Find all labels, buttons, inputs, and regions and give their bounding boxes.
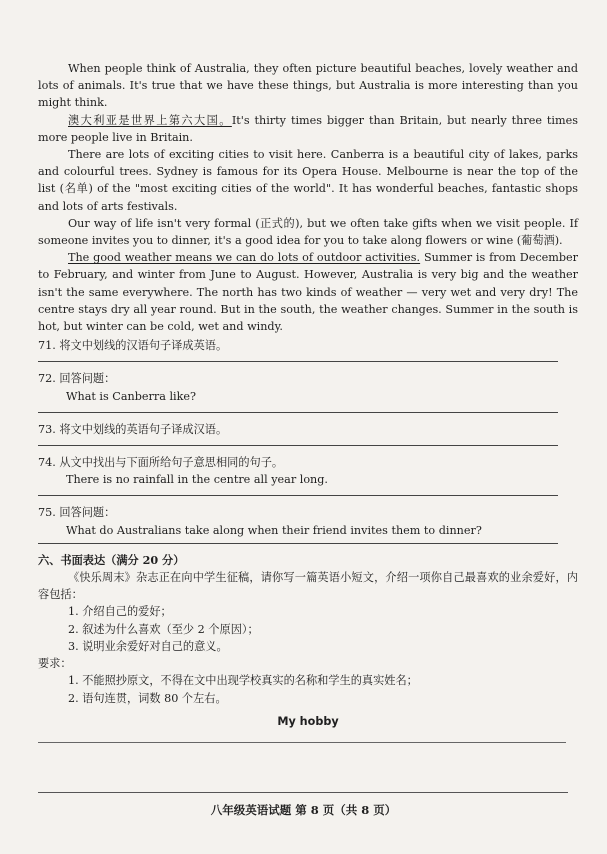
- page-footer: 八年级英语试题 第 8 页（共 8 页）: [210, 803, 397, 817]
- footer-divider: [38, 792, 568, 793]
- passage-paragraph-1: When people think of Australia, they often picture beautiful beaches, lovely weather and lots of animals. It's true that we have these things, but Australia is more interesting than you might think.: [38, 62, 578, 110]
- question-prompt: 将文中划线的汉语句子译成英语。: [59, 339, 228, 353]
- question-number: 75.: [38, 506, 56, 520]
- reading-passage: [38, 60, 578, 743]
- question-75: [38, 504, 578, 543]
- underlined-chinese-sentence: 澳大利亚是世界上第六大国。: [68, 113, 232, 127]
- question-sub: There is no rainfall in the centre all year long.: [66, 473, 328, 487]
- writing-intro: 《快乐周末》杂志正在向中学生征稿，请你写一篇英语小短文，介绍一项你自己最喜欢的业余爱好，内容包括：: [38, 571, 578, 602]
- question-number: 71.: [38, 339, 56, 353]
- question-72: [38, 370, 578, 412]
- writing-line[interactable]: [38, 742, 566, 743]
- writing-section: [38, 552, 578, 743]
- paragraph-2-rest: It's thirty times bigger than Britain, but nearly three times more people live in Britain.: [38, 113, 578, 144]
- passage-paragraph-2: [38, 112, 578, 146]
- question-sub: What do Australians take along when their friend invites them to dinner?: [66, 523, 482, 537]
- question-73: [38, 421, 578, 446]
- section-heading: 六、书面表达（满分 20 分）: [38, 552, 185, 567]
- answer-line-71[interactable]: [38, 361, 558, 362]
- question-prompt: 回答问题：: [59, 372, 116, 386]
- question-number: 73.: [38, 422, 56, 436]
- content-point-1: 1. 介绍自己的爱好；: [68, 605, 172, 619]
- passage-paragraph-5: [38, 249, 578, 335]
- answer-line-74[interactable]: [38, 495, 558, 496]
- question-71: [38, 337, 578, 362]
- requirement-1: 1. 不能照抄原文，不得在文中出现学校真实的名称和学生的真实姓名；: [68, 674, 418, 688]
- passage-paragraph-4: Our way of life isn't very formal (正式的), but we often take gifts when we visit people. If someone invites you to dinner, it's a good idea for you to take along flowers or wine (葡萄酒).: [38, 216, 578, 248]
- answer-line-73[interactable]: [38, 445, 558, 446]
- essay-title: My hobby: [277, 714, 339, 728]
- answer-line-75[interactable]: [38, 543, 558, 544]
- question-number: 74.: [38, 456, 56, 470]
- question-number: 72.: [38, 372, 56, 386]
- content-point-3: 3. 说明业余爱好对自己的意义。: [68, 639, 228, 653]
- question-74: [38, 454, 578, 496]
- requirements-label: 要求：: [38, 657, 72, 671]
- paragraph-5-rest: Summer is from December to February, and winter from June to August. However, Australia is very big and the weather isn't the same everywhere. The north has two kinds of weather — very wet and very dry! The centre stays dry all year round. But in the south, the weather changes. Summer in the south is hot, but winter can be cold, wet and windy.: [38, 251, 579, 334]
- answer-line-72[interactable]: [38, 412, 558, 413]
- question-prompt: 从文中找出与下面所给句子意思相同的句子。: [59, 456, 284, 470]
- content-point-2: 2. 叙述为什么喜欢（至少 2 个原因）；: [68, 622, 259, 636]
- question-prompt: 将文中划线的英语句子译成汉语。: [59, 422, 228, 436]
- question-sub: What is Canberra like?: [66, 389, 196, 403]
- requirement-2: 2. 语句连贯，词数 80 个左右。: [68, 691, 227, 705]
- underlined-english-sentence: The good weather means we can do lots of outdoor activities.: [68, 251, 421, 265]
- passage-paragraph-3: There are lots of exciting cities to visit here. Canberra is a beautiful city of lakes, parks and colourful trees. Sydney is famous for its Opera House. Melbourne is near the top of the list (名单) of the "most exciting cities of the world". It has wonderful beaches, fantastic shops and lots of arts festivals.: [38, 148, 578, 213]
- question-prompt: 回答问题：: [59, 506, 116, 520]
